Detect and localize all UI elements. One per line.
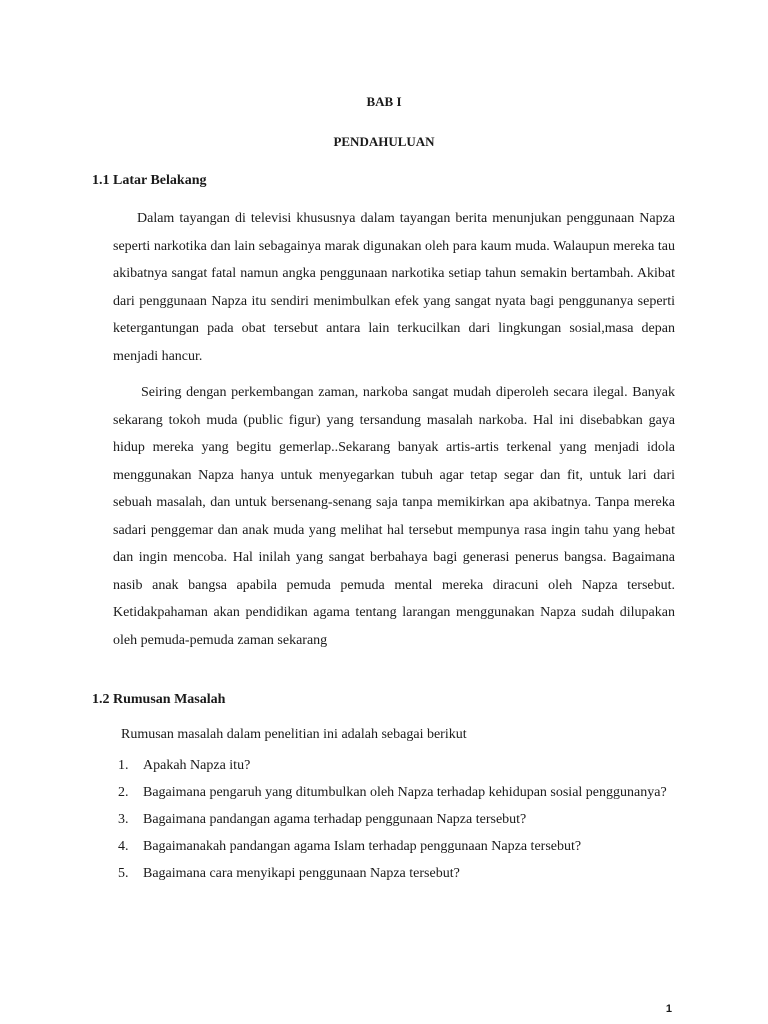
list-text: Apakah Napza itu? (143, 758, 251, 773)
list-text: Bagaimanakah pandangan agama Islam terhadap penggunaan Napza tersebut? (143, 839, 582, 854)
list-text: Bagaimana cara menyikapi penggunaan Napza tersebut? (143, 866, 460, 881)
list-number: 5. (118, 866, 129, 881)
list-number: 4. (118, 839, 129, 854)
chapter-label: BAB I (366, 94, 402, 109)
list-number: 2. (118, 785, 129, 800)
paragraph: Dalam tayangan di televisi khususnya dalam tayangan berita menunjukan penggunaan Napza seperti narkotika dan lain sebagainya marak digunakan oleh para kaum muda. Walaupun mereka tau akibatnya sangat fatal namun angka penggunaan narkotika setiap tahun semakin bertambah. Akibat dari penggunaan Napza itu sendiri menimbulkan efek yang sangat nyata bagi penggunanya seperti ketergantungan pada obat tersebut antara lain terkucilkan dari lingkungan sosial,masa depan menjadi hancur. (113, 211, 675, 364)
list-text: Bagaimana pandangan agama terhadap penggunaan Napza tersebut? (143, 812, 527, 827)
section-heading-latar-belakang: 1.1 Latar Belakang (92, 173, 207, 188)
list-item (113, 752, 675, 779)
list-item (113, 806, 675, 833)
page-number: 1 (665, 1003, 672, 1015)
list-intro: Rumusan masalah dalam penelitian ini adalah sebagai berikut (121, 727, 467, 742)
list-item (113, 833, 675, 860)
list-number: 3. (118, 812, 129, 827)
list-number: 1. (118, 758, 129, 773)
question-list (113, 752, 675, 887)
list-item (113, 860, 675, 887)
list-item (113, 779, 675, 806)
paragraph: Seiring dengan perkembangan zaman, narkoba sangat mudah diperoleh secara ilegal. Banyak sekarang tokoh muda (public figur) yang tersandung masalah narkoba. Hal ini disebabkan gaya hidup mereka yang begitu gemerlap..Sekarang banyak artis-artis terkenal yang menjadi idola menggunakan Napza hanya untuk menyegarkan tubuh agar tetap segar dan fit, untuk lari dari sebuah masalah, dan untuk bersenang-senang saja tanpa memikirkan apa akibatnya. Tanpa mereka sadari penggemar dan anak muda yang melihat hal tersebut mempunya rasa ingin tahu yang hebat dan ingin mencoba. Hal inilah yang sangat berbahaya bagi generasi penerus bangsa. Bagaimana nasib anak bangsa apabila pemuda pemuda mental mereka diracuni oleh Napza tersebut. Ketidakpahaman akan pendidikan agama tentang larangan menggunakan Napza sudah dilupakan oleh pemuda-pemuda zaman sekarang (113, 385, 675, 648)
section-heading-rumusan-masalah: 1.2 Rumusan Masalah (92, 692, 226, 707)
chapter-title: PENDAHULUAN (333, 134, 435, 149)
list-text: Bagaimana pengaruh yang ditumbulkan oleh Napza terhadap kehidupan sosial penggunanya? (143, 785, 667, 800)
